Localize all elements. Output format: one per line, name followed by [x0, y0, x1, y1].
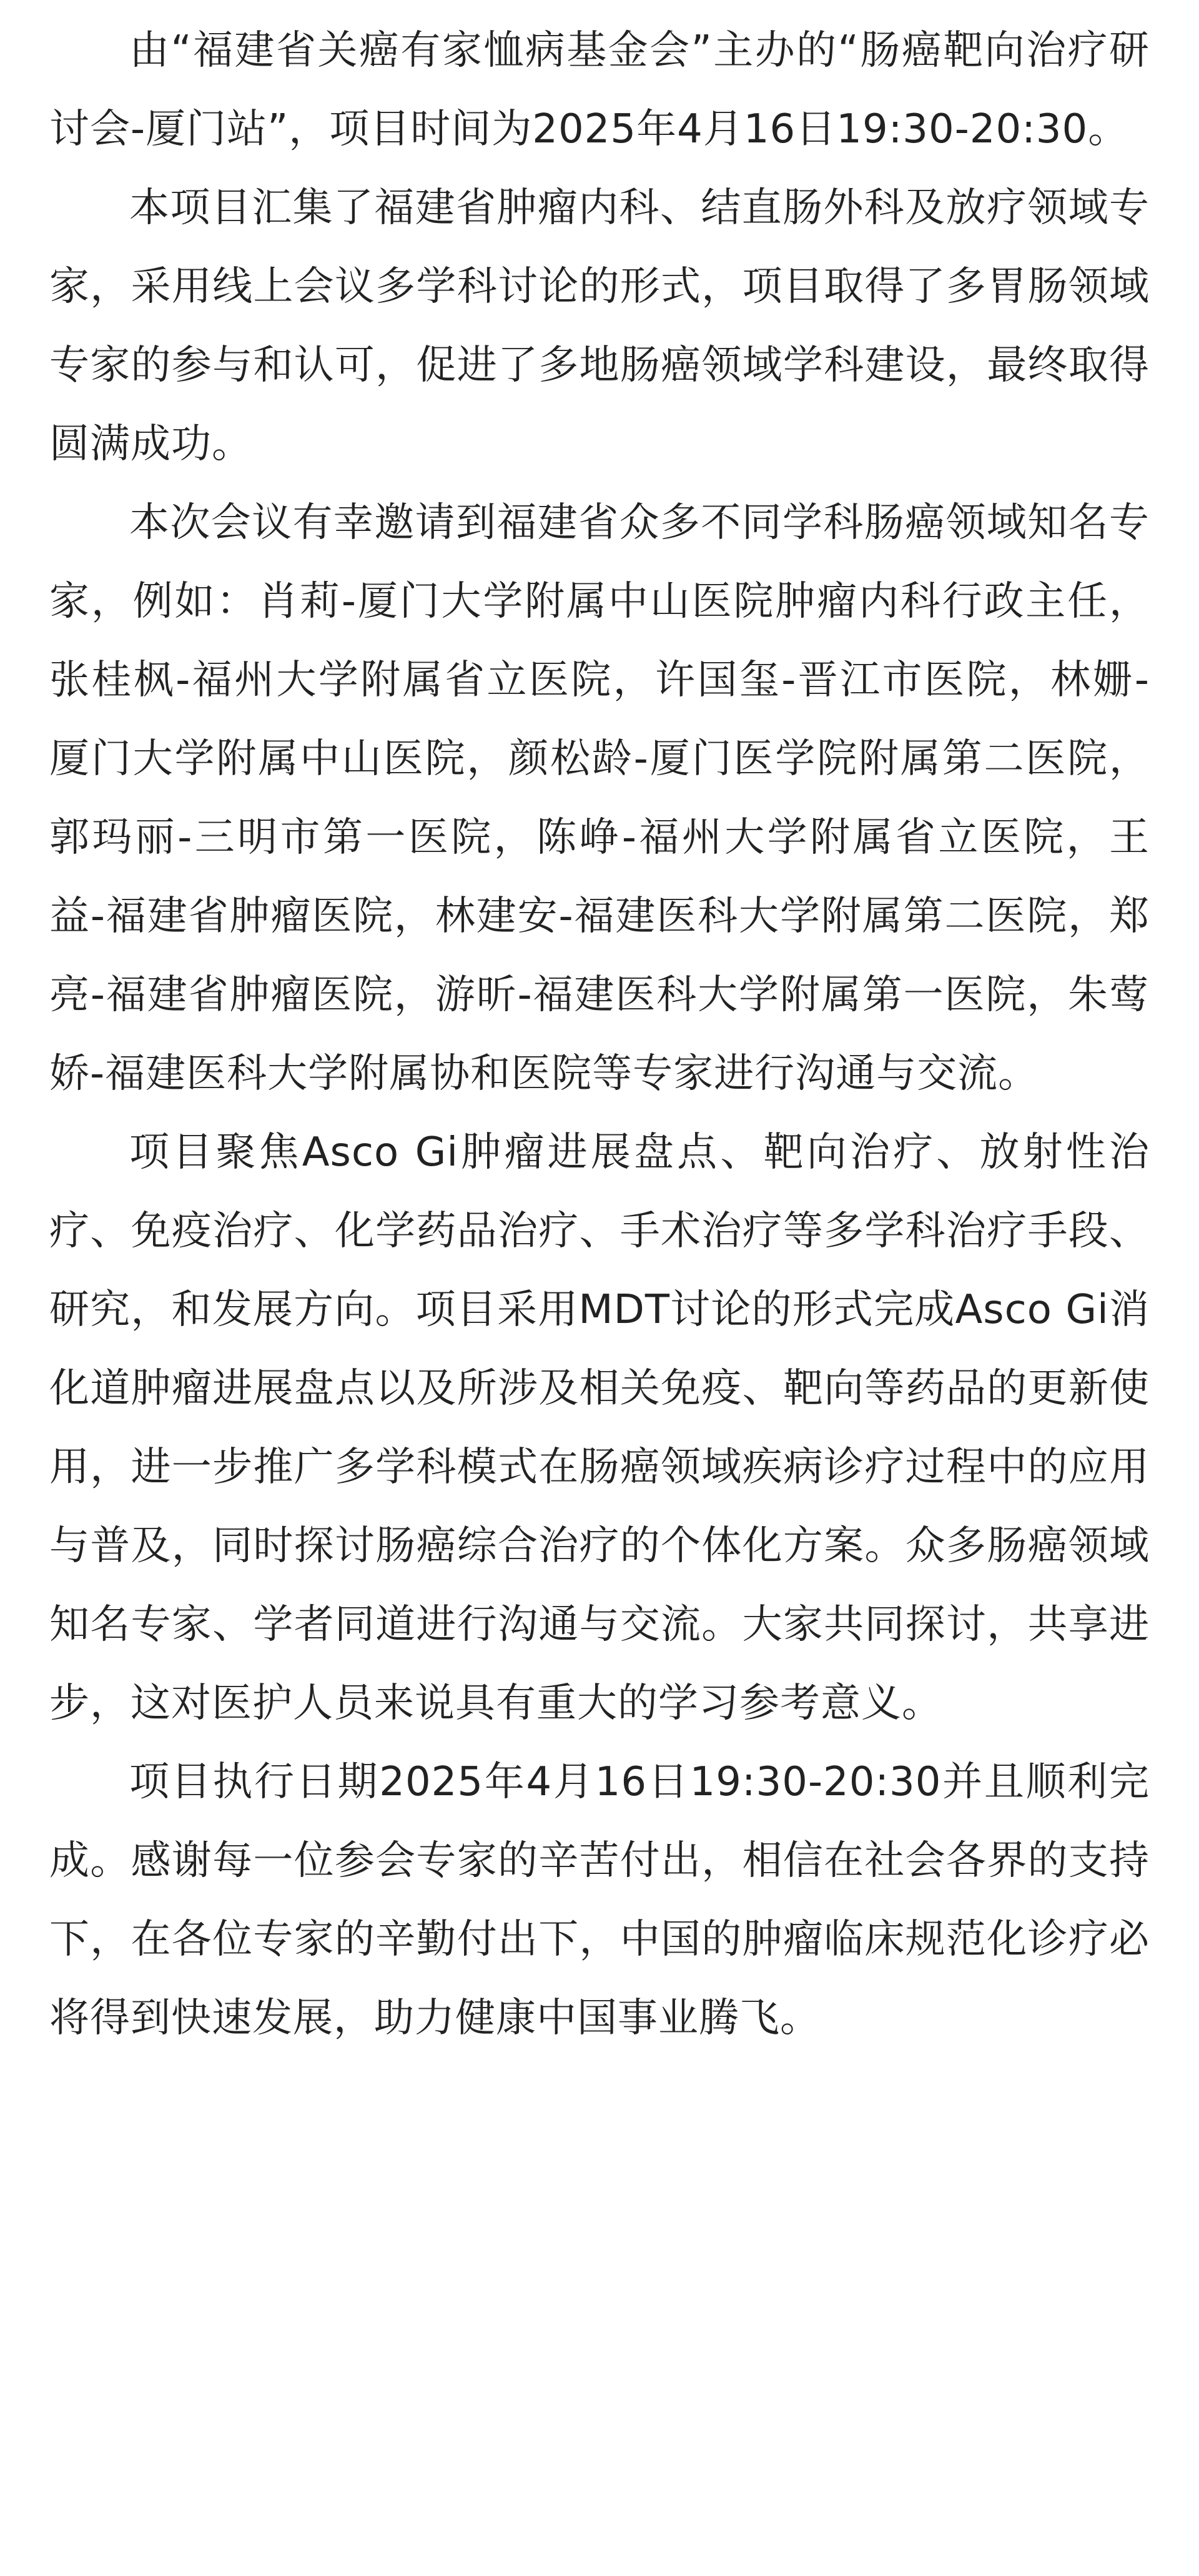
paragraph-overview: 本项目汇集了福建省肿瘤内科、结直肠外科及放疗领域专家，采用线上会议多学科讨论的形式，项目取得了多胃肠领域专家的参与和认可，促进了多地肠癌领域学科建设，最终取得圆满成功。 [49, 185, 1150, 467]
paragraph-experts: 本次会议有幸邀请到福建省众多不同学科肠癌领域知名专家，例如：肖莉-厦门大学附属中山医院肿瘤内科行政主任，张桂枫-福州大学附属省立医院，许国玺-晋江市医院，林姗-厦门大学附属中山医院，颜松龄-厦门医学院附属第二医院，郭玛丽-三明市第一医院，陈峥-福州大学附属省立医院，王益-福建省肿瘤医院，林建安-福建医科大学附属第二医院，郑亮-福建省肿瘤医院，游昕-福建医科大学附属第一医院，朱莺娇-福建医科大学附属协和医院等专家进行沟通与交流。 [49, 500, 1150, 1097]
paragraph-conclusion: 项目执行日期2025年4月16日19:30-20:30并且顺利完成。感谢每一位参会专家的辛苦付出，相信在社会各界的支持下，在各位专家的辛勤付出下，中国的肿瘤临床规范化诊疗必将得到快速发展，助力健康中国事业腾飞。 [49, 1759, 1150, 2041]
paragraph-focus: 项目聚焦Asco Gi肿瘤进展盘点、靶向治疗、放射性治疗、免疫治疗、化学药品治疗、手术治疗等多学科治疗手段、研究，和发展方向。项目采用MDT讨论的形式完成Asco Gi消化道肿瘤进展盘点以及所涉及相关免疫、靶向等药品的更新使用，进一步推广多学科模式在肠癌领域疾病诊疗过程中的应用与普及，同时探讨肠癌综合治疗的个体化方案。众多肠癌领域知名专家、学者同道进行沟通与交流。大家共同探讨，共享进步，这对医护人员来说具有重大的学习参考意义。 [49, 1129, 1150, 1726]
article-body [49, 11, 1150, 2058]
paragraph-intro: 由“福建省关癌有家恤病基金会”主办的“肠癌靶向治疗研讨会-厦门站”，项目时间为2025年4月16日19:30-20:30。 [49, 27, 1150, 152]
